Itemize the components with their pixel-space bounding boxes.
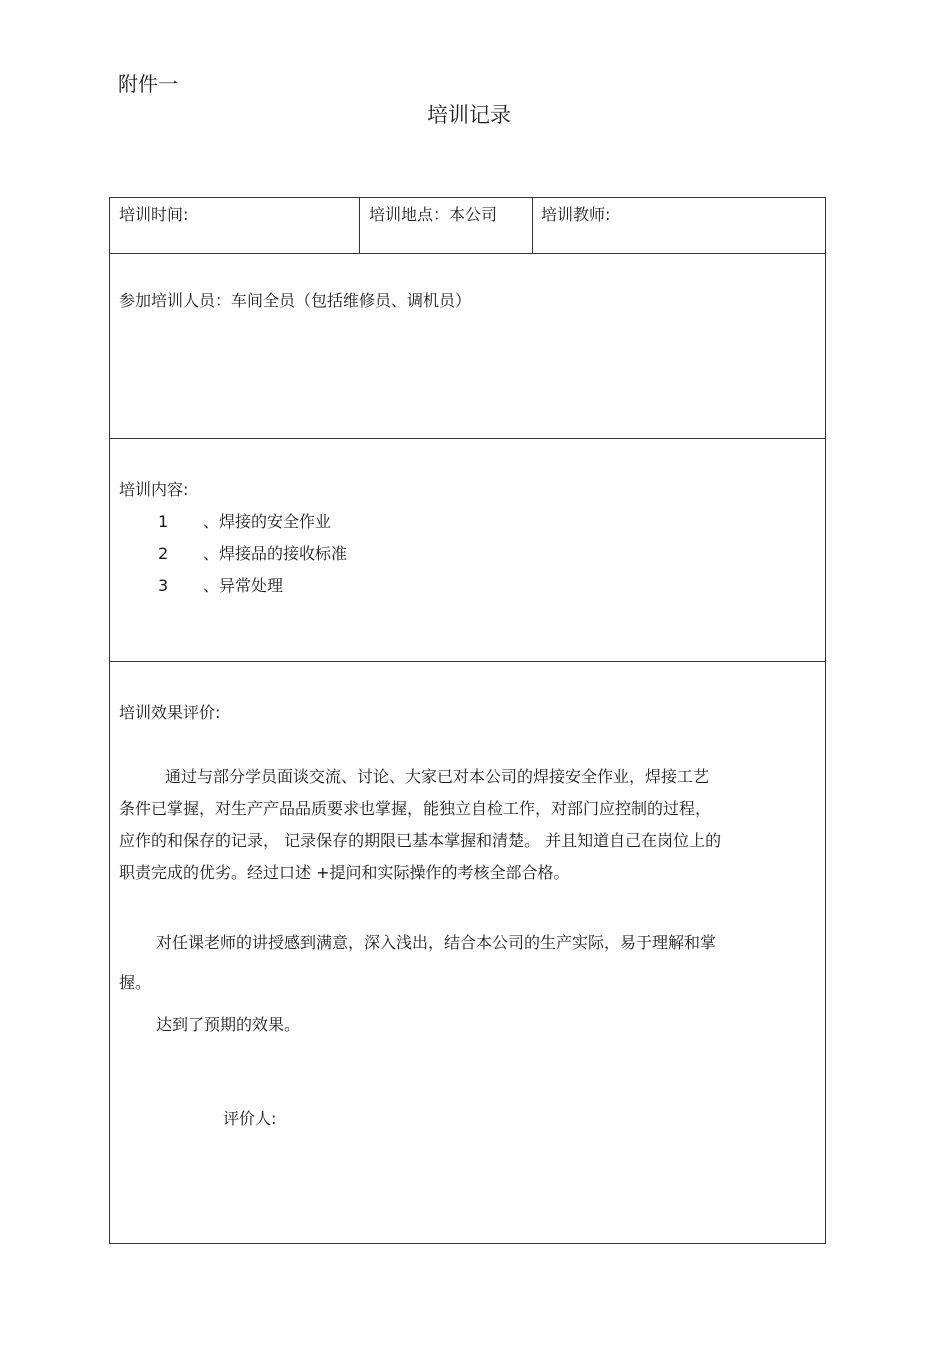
evaluation-paragraph-line: 条件已掌握，对生产产品品质要求也掌握，能独立自检工作，对部门应控制的过程， (119, 799, 712, 818)
evaluation-conclusion: 达到了预期的效果。 (156, 1015, 301, 1034)
training-time-label: 培训时间: (119, 205, 189, 224)
attachment-label: 附件一 (118, 72, 178, 96)
content-item-number: 2 (158, 544, 169, 563)
row-divider-1 (110, 253, 825, 254)
training-content-label: 培训内容: (119, 480, 189, 499)
training-teacher-label: 培训教师: (541, 205, 611, 224)
evaluation-paragraph-line: 职责完成的优劣。经过口述 +提问和实际操作的考核全部合格。 (119, 863, 570, 882)
column-divider-1 (359, 198, 360, 254)
evaluator-label: 评价人: (223, 1109, 277, 1128)
evaluation-paragraph-line: 应作的和保存的记录， 记录保存的期限已基本掌握和清楚。 并且知道自己在岗位上的 (119, 831, 722, 850)
training-record-form (109, 197, 826, 1244)
content-item-text: 、焊接的安全作业 (203, 512, 332, 531)
evaluation-paragraph-line: 通过与部分学员面谈交流、讨论、大家已对本公司的焊接安全作业，焊接工艺 (165, 767, 710, 786)
content-item-number: 3 (158, 576, 169, 595)
content-item-text: 、焊接品的接收标准 (203, 544, 348, 563)
participants-label: 参加培训人员：车间全员（包括维修员、调机员） (119, 291, 472, 310)
training-location-label: 培训地点：本公司 (369, 205, 498, 224)
row-divider-3 (110, 661, 825, 662)
evaluation-paragraph-line: 握。 (119, 973, 152, 992)
document-title: 培训记录 (427, 103, 511, 127)
evaluation-label: 培训效果评价: (119, 703, 221, 722)
evaluation-paragraph-line: 对任课老师的讲授感到满意，深入浅出，结合本公司的生产实际，易于理解和掌 (156, 933, 717, 952)
content-item-number: 1 (158, 512, 169, 531)
content-item-text: 、异常处理 (203, 576, 284, 595)
row-divider-2 (110, 438, 825, 439)
column-divider-2 (532, 198, 533, 254)
